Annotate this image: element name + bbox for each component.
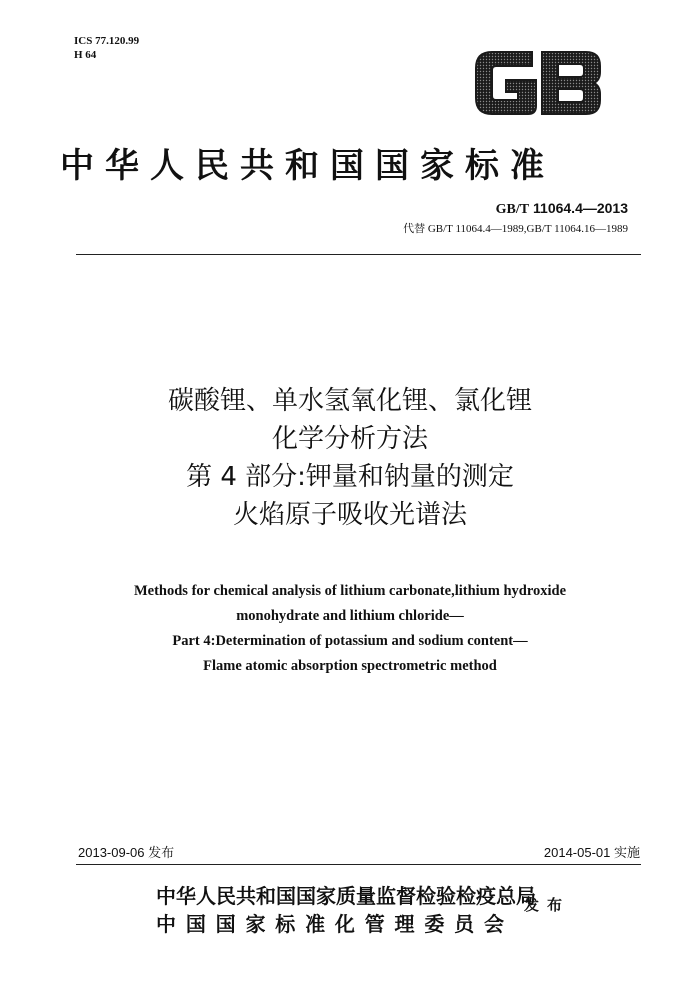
issuer-sac-char: 员 bbox=[454, 912, 475, 936]
issuer-sac-char: 中 bbox=[156, 912, 176, 936]
english-title bbox=[0, 579, 700, 679]
issuer-sac-char: 会 bbox=[483, 912, 504, 936]
gb-logo bbox=[470, 46, 606, 120]
standard-code bbox=[403, 200, 628, 218]
publish-label: 发布 bbox=[524, 896, 571, 914]
issuer-sac-char: 理 bbox=[394, 912, 415, 936]
issuer-sac bbox=[156, 910, 504, 938]
issuer-sac-char: 准 bbox=[305, 912, 326, 936]
chinese-title-line: 化学分析方法 bbox=[271, 424, 428, 454]
english-title-line: monohydrate and lithium chloride— bbox=[236, 608, 464, 624]
issuer-sac-char: 委 bbox=[424, 912, 445, 936]
replaces-note: 代替 GB/T 11064.4—1989,GB/T 11064.16—1989 bbox=[403, 223, 628, 235]
standard-code-number: 11064.4—2013 bbox=[533, 200, 628, 216]
ccs-code: H 64 bbox=[74, 49, 97, 61]
ics-code: ICS 77.120.99 bbox=[74, 35, 140, 47]
classification-codes bbox=[74, 34, 139, 62]
english-title-line: Part 4:Determination of potassium and sodium content— bbox=[172, 633, 528, 649]
chinese-title-line: 第 4 部分:钾量和钠量的测定 bbox=[186, 462, 514, 492]
issuer-sac-char: 国 bbox=[215, 912, 236, 936]
chinese-title-line: 火焰原子吸收光谱法 bbox=[232, 500, 467, 530]
issue-date: 2013-09-06 发布 bbox=[78, 845, 175, 860]
english-title-line: Flame atomic absorption spectrometric method bbox=[203, 658, 497, 674]
issuer-sac-char: 化 bbox=[334, 912, 355, 936]
standard-category-title: 中华人民共和国国家标准 bbox=[60, 146, 555, 186]
issuing-authorities bbox=[156, 882, 536, 938]
implementation-date: 2014-05-01 实施 bbox=[543, 845, 640, 860]
standard-code-block bbox=[403, 200, 628, 236]
chinese-title-line: 碳酸锂、单水氢氧化锂、氯化锂 bbox=[167, 386, 532, 416]
chinese-title bbox=[0, 382, 700, 534]
english-title-line: Methods for chemical analysis of lithium carbonate,lithium hydroxide bbox=[133, 583, 567, 599]
standard-code-prefix: GB/T bbox=[495, 202, 530, 217]
issuer-sac-char: 家 bbox=[245, 912, 266, 936]
top-divider bbox=[76, 254, 641, 255]
issuer-sac-char: 标 bbox=[275, 912, 296, 936]
issuer-sac-char: 管 bbox=[364, 912, 385, 936]
logo-letter-g bbox=[476, 52, 536, 114]
issuer-sac-char: 国 bbox=[185, 912, 206, 936]
logo-letter-b bbox=[542, 52, 600, 114]
issuer-aqsiq: 中华人民共和国国家质量监督检验检疫总局 bbox=[156, 884, 536, 908]
bottom-divider bbox=[76, 864, 641, 865]
